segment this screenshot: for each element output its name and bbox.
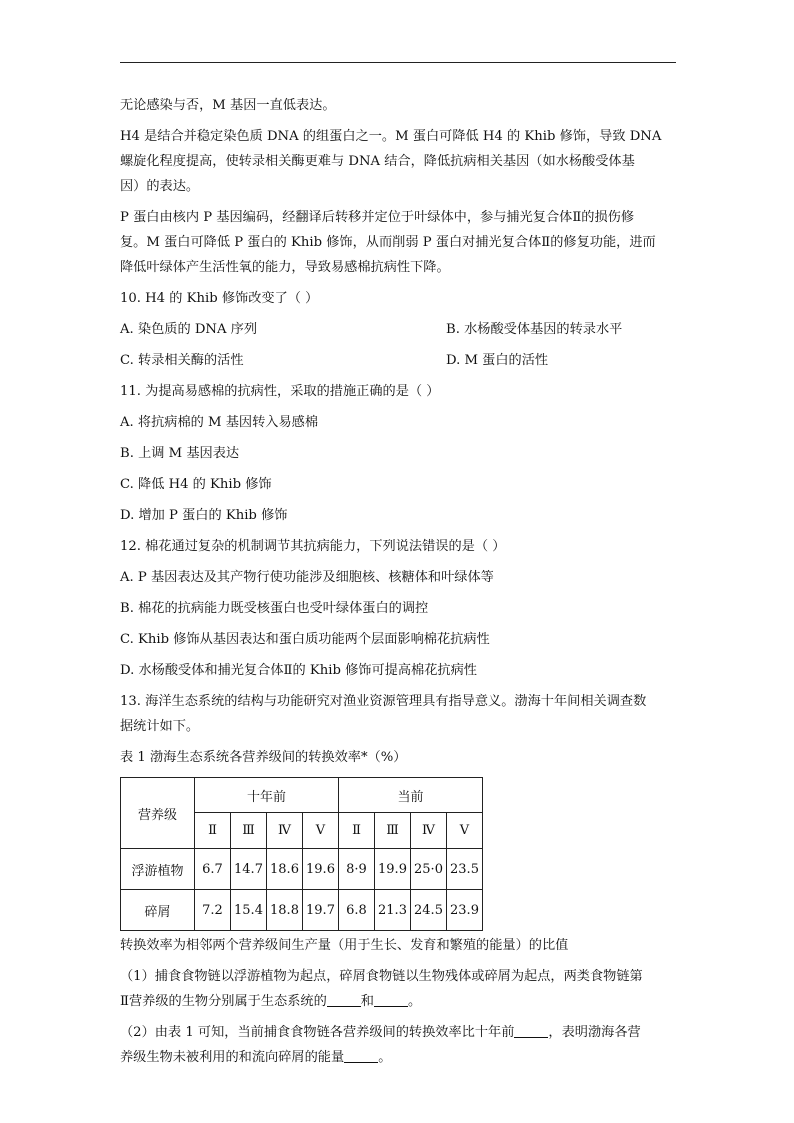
table-cell: 19.7 — [303, 890, 339, 931]
table-header-row — [121, 778, 483, 813]
header-rule — [120, 62, 676, 63]
question-10-options-cd — [120, 348, 680, 373]
paragraph-p-protein: P 蛋白由核内 P 基因编码，经翻译后转移并定位于叶绿体中，参与捕光复合体Ⅱ的损伤修 复。M 蛋白可降低 P 蛋白的 Khib 修饰，从而削弱 P 蛋白对捕光复合体Ⅱ的修复功能，进而 降低叶绿体产生活性氧的能力，导致易感棉抗病性下降。 — [120, 210, 656, 275]
row-label: 碎屑 — [121, 890, 195, 931]
table-cell: 18.8 — [267, 890, 303, 931]
table-cell: 23.9 — [447, 890, 483, 931]
table-caption: 表 1 渤海生态系统各营养级间的转换效率*（%） — [120, 750, 407, 765]
option-12d[interactable]: D. 水杨酸受体和捕光复合体Ⅱ的 Khib 修饰可提高棉花抗病性 — [120, 663, 477, 678]
table-cell: 6.8 — [339, 890, 375, 931]
option-11a[interactable]: A. 将抗病棉的 M 基因转入易感棉 — [120, 415, 319, 430]
level-header: Ⅴ — [303, 813, 339, 849]
table-cell: 19.6 — [303, 849, 339, 890]
table-cell: 14.7 — [231, 849, 267, 890]
table-row — [121, 890, 483, 931]
level-header: Ⅲ — [231, 813, 267, 849]
table-cell: 24.5 — [411, 890, 447, 931]
level-header: Ⅳ — [267, 813, 303, 849]
group-ten-years-ago: 十年前 — [195, 778, 339, 813]
subquestion-1: （1）捕食食物链以浮游植物为起点，碎屑食物链以生物残体或碎屑为起点，两类食物链第 Ⅱ营养级的生物分别属于生态系统的 和 。 — [120, 969, 643, 1009]
level-header: Ⅱ — [339, 813, 375, 849]
paragraph-h4: H4 是结合并稳定染色质 DNA 的组蛋白之一。M 蛋白可降低 H4 的 Khib 修饰，导致 DNA 螺旋化程度提高，使转录相关酶更难与 DNA 结合，降低抗病相关基因（如水杨酸受体基 因）的表达。 — [120, 129, 662, 194]
level-header: Ⅴ — [447, 813, 483, 849]
efficiency-table — [120, 777, 483, 931]
table-cell: 25·0 — [411, 849, 447, 890]
option-10d[interactable]: D. M 蛋白的活性 — [446, 353, 549, 368]
option-10a[interactable]: A. 染色质的 DNA 序列 — [120, 322, 258, 337]
option-10c[interactable]: C. 转录相关酶的活性 — [120, 353, 244, 368]
table-footnote: 转换效率为相邻两个营养级间生产量（用于生长、发育和繁殖的能量）的比值 — [120, 938, 569, 953]
question-12-stem: 12. 棉花通过复杂的机制调节其抗病能力，下列说法错误的是（ ） — [120, 539, 506, 554]
option-12a[interactable]: A. P 基因表达及其产物行使功能涉及细胞核、核糖体和叶绿体等 — [120, 570, 494, 585]
table-cell: 6.7 — [195, 849, 231, 890]
option-11b[interactable]: B. 上调 M 基因表达 — [120, 446, 240, 461]
table-cell: 21.3 — [375, 890, 411, 931]
table-row — [121, 849, 483, 890]
answer-blank[interactable] — [344, 1048, 378, 1063]
option-11d[interactable]: D. 增加 P 蛋白的 Khib 修饰 — [120, 508, 288, 523]
group-current: 当前 — [339, 778, 483, 813]
table-cell: 15.4 — [231, 890, 267, 931]
option-10b[interactable]: B. 水杨酸受体基因的转录水平 — [446, 322, 623, 337]
table-cell: 19.9 — [375, 849, 411, 890]
table-corner: 营养级 — [121, 778, 195, 849]
table-cell: 7.2 — [195, 890, 231, 931]
question-13-stem: 13. 海洋生态系统的结构与功能研究对渔业资源管理具有指导意义。渤海十年间相关调查数 据统计如下。 — [120, 694, 647, 734]
subquestion-2: （2）由表 1 可知，当前捕食食物链各营养级间的转换效率比十年前 ，表明渤海各营 养级生物未被利用的和流向碎屑的能量 。 — [120, 1025, 641, 1065]
level-header: Ⅲ — [375, 813, 411, 849]
question-11-stem: 11. 为提高易感棉的抗病性，采取的措施正确的是（ ） — [120, 384, 440, 399]
intro-line: 无论感染与否，M 基因一直低表达。 — [120, 98, 336, 113]
table-cell: 8·9 — [339, 849, 375, 890]
option-12c[interactable]: C. Khib 修饰从基因表达和蛋白质功能两个层面影响棉花抗病性 — [120, 632, 490, 647]
level-header: Ⅱ — [195, 813, 231, 849]
table-cell: 18.6 — [267, 849, 303, 890]
question-10-stem: 10. H4 的 Khib 修饰改变了（ ） — [120, 291, 319, 306]
answer-blank[interactable] — [514, 1023, 548, 1038]
level-header: Ⅳ — [411, 813, 447, 849]
row-label: 浮游植物 — [121, 849, 195, 890]
answer-blank[interactable] — [327, 992, 361, 1007]
option-11c[interactable]: C. 降低 H4 的 Khib 修饰 — [120, 477, 272, 492]
option-12b[interactable]: B. 棉花的抗病能力既受核蛋白也受叶绿体蛋白的调控 — [120, 601, 429, 616]
answer-blank[interactable] — [374, 992, 408, 1007]
table-cell: 23.5 — [447, 849, 483, 890]
question-10-options-ab — [120, 317, 680, 342]
page-content — [120, 93, 680, 1076]
